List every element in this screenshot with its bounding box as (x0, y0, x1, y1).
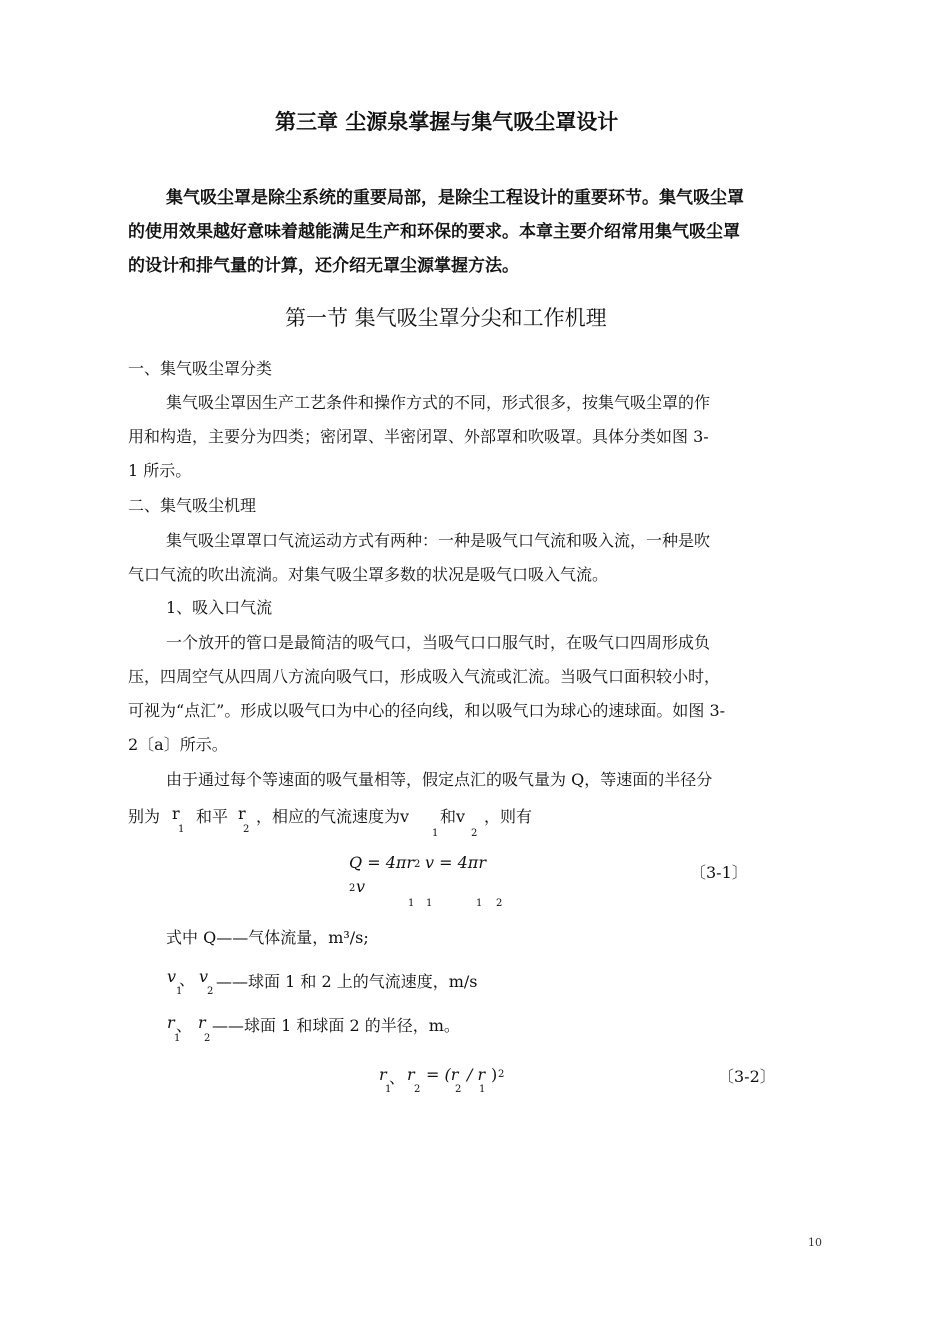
where-q: 式中 Q——气体流量，m³/s; (166, 928, 369, 947)
where-r-sep: 、 (176, 1016, 193, 1035)
eq2-equals: = (𝑟 (426, 1065, 459, 1084)
heading-mechanism: 二、集气吸尘机理 (128, 496, 257, 515)
where-v2-subscript: 2 (207, 986, 214, 997)
where-r1-subscript: 1 (174, 1033, 181, 1044)
eq2-sup: 2 (498, 1069, 505, 1080)
eq2-sub-3: 2 (455, 1084, 462, 1095)
eq1-sub-1: 1 (408, 898, 415, 909)
eq2-number: 〔3-2〕 (718, 1067, 776, 1086)
where-v-text: ——球面 1 和 2 上的气流速度，m/s (216, 972, 478, 991)
where-r-text: ——球面 1 和球面 2 的半径，m。 (212, 1016, 460, 1035)
eq1-sub-4: 2 (496, 898, 503, 909)
inlet-line-3: 可视为“点汇”。形成以吸气口为中心的径向线，和以吸气口为球心的速球面。如图 3- (128, 701, 726, 720)
eq1-part-a: 𝑄 = 4π𝑟 (349, 853, 415, 872)
flow-line-2b: 和平 (196, 807, 229, 826)
classify-line-2: 用和构造，主要分为四类；密闭罩、半密闭罩、外部罩和吹吸罩。具体分类如图 3- (128, 427, 709, 446)
flow-line-2d: 和v (440, 807, 466, 826)
where-v-sep: 、 (179, 970, 196, 989)
inlet-line-4: 2〔a〕所示。 (128, 735, 228, 754)
eq2-r1: 𝑟 (379, 1065, 387, 1084)
where-r2-subscript: 2 (204, 1033, 211, 1044)
eq2-sep: 、 (389, 1068, 406, 1087)
flow-r1-subscript: 1 (178, 824, 185, 835)
eq2-sub-4: 1 (479, 1084, 486, 1095)
mechanism-line-2: 气口气流的吹出流淌。对集气吸尘罩多数的状况是吸气口吸入气流。 (128, 565, 609, 584)
eq1-number: 〔3-1〕 (690, 863, 748, 882)
flow-line-2e: ，则有 (484, 807, 533, 826)
flow-line-1: 由于通过每个等速面的吸气量相等，假定点汇的吸气量为 Q，等速面的半径分 (166, 770, 713, 789)
eq1-sub-3: 1 (476, 898, 483, 909)
eq1-part-c: 𝑣 (356, 877, 366, 896)
eq2-r2: 𝑟 (407, 1065, 415, 1084)
chapter-title: 第三章 尘源泉掌握与集气吸尘罩设计 (275, 110, 619, 134)
flow-r2-subscript: 2 (243, 824, 250, 835)
where-r2: 𝑟 (198, 1013, 206, 1032)
intro-line-2: 的使用效果越好意味着越能满足生产和环保的要求。本章主要介绍常用集气吸尘罩 (128, 222, 740, 242)
flow-r2: r (238, 804, 246, 823)
flow-v1-subscript: 1 (432, 828, 439, 839)
eq2-slash: / 𝑟 (467, 1065, 486, 1084)
heading-classification: 一、集气吸尘罩分类 (128, 359, 273, 378)
inlet-line-2: 压，四周空气从四周八方流向吸气口，形成吸入气流或汇流。当吸气口面积较小时， (128, 667, 721, 686)
eq2-close: ) (491, 1065, 498, 1084)
section-title: 第一节 集气吸尘罩分尖和工作机理 (285, 306, 607, 330)
where-r1: 𝑟 (167, 1013, 175, 1032)
flow-v2-subscript: 2 (471, 828, 478, 839)
eq2-sub-1: 1 (385, 1084, 392, 1095)
eq1-sup-c: 2 (349, 883, 356, 894)
flow-line-2c: ，相应的气流速度为v (256, 807, 410, 826)
flow-r1: r (172, 804, 180, 823)
eq1-part-b: 𝑣 = 4π𝑟 (425, 853, 486, 872)
flow-line-2a: 别为 (128, 807, 161, 826)
classify-line-1: 集气吸尘罩因生产工艺条件和操作方式的不同，形式很多，按集气吸尘罩的作 (166, 393, 711, 412)
eq1-sup-a: 2 (414, 859, 421, 870)
where-v1-subscript: 1 (176, 986, 183, 997)
where-v1: 𝑣 (167, 967, 177, 986)
mechanism-line-1: 集气吸尘罩罩口气流运动方式有两种：一种是吸气口气流和吸入流，一种是吹 (166, 531, 711, 550)
classify-line-3: 1 所示。 (128, 461, 192, 480)
eq2-sub-2: 2 (414, 1084, 421, 1095)
intro-line-3: 的设计和排气量的计算，还介绍无罩尘源掌握方法。 (128, 256, 519, 276)
item-inlet-heading: 1、吸入口气流 (166, 598, 273, 617)
page-number: 10 (808, 1236, 822, 1249)
inlet-line-1: 一个放开的管口是最简洁的吸气口，当吸气口口服气时，在吸气口四周形成负 (166, 633, 711, 652)
eq1-sub-2: 1 (426, 898, 433, 909)
intro-line-1: 集气吸尘罩是除尘系统的重要局部，是除尘工程设计的重要环节。集气吸尘罩 (166, 188, 744, 208)
where-v2: 𝑣 (199, 967, 209, 986)
